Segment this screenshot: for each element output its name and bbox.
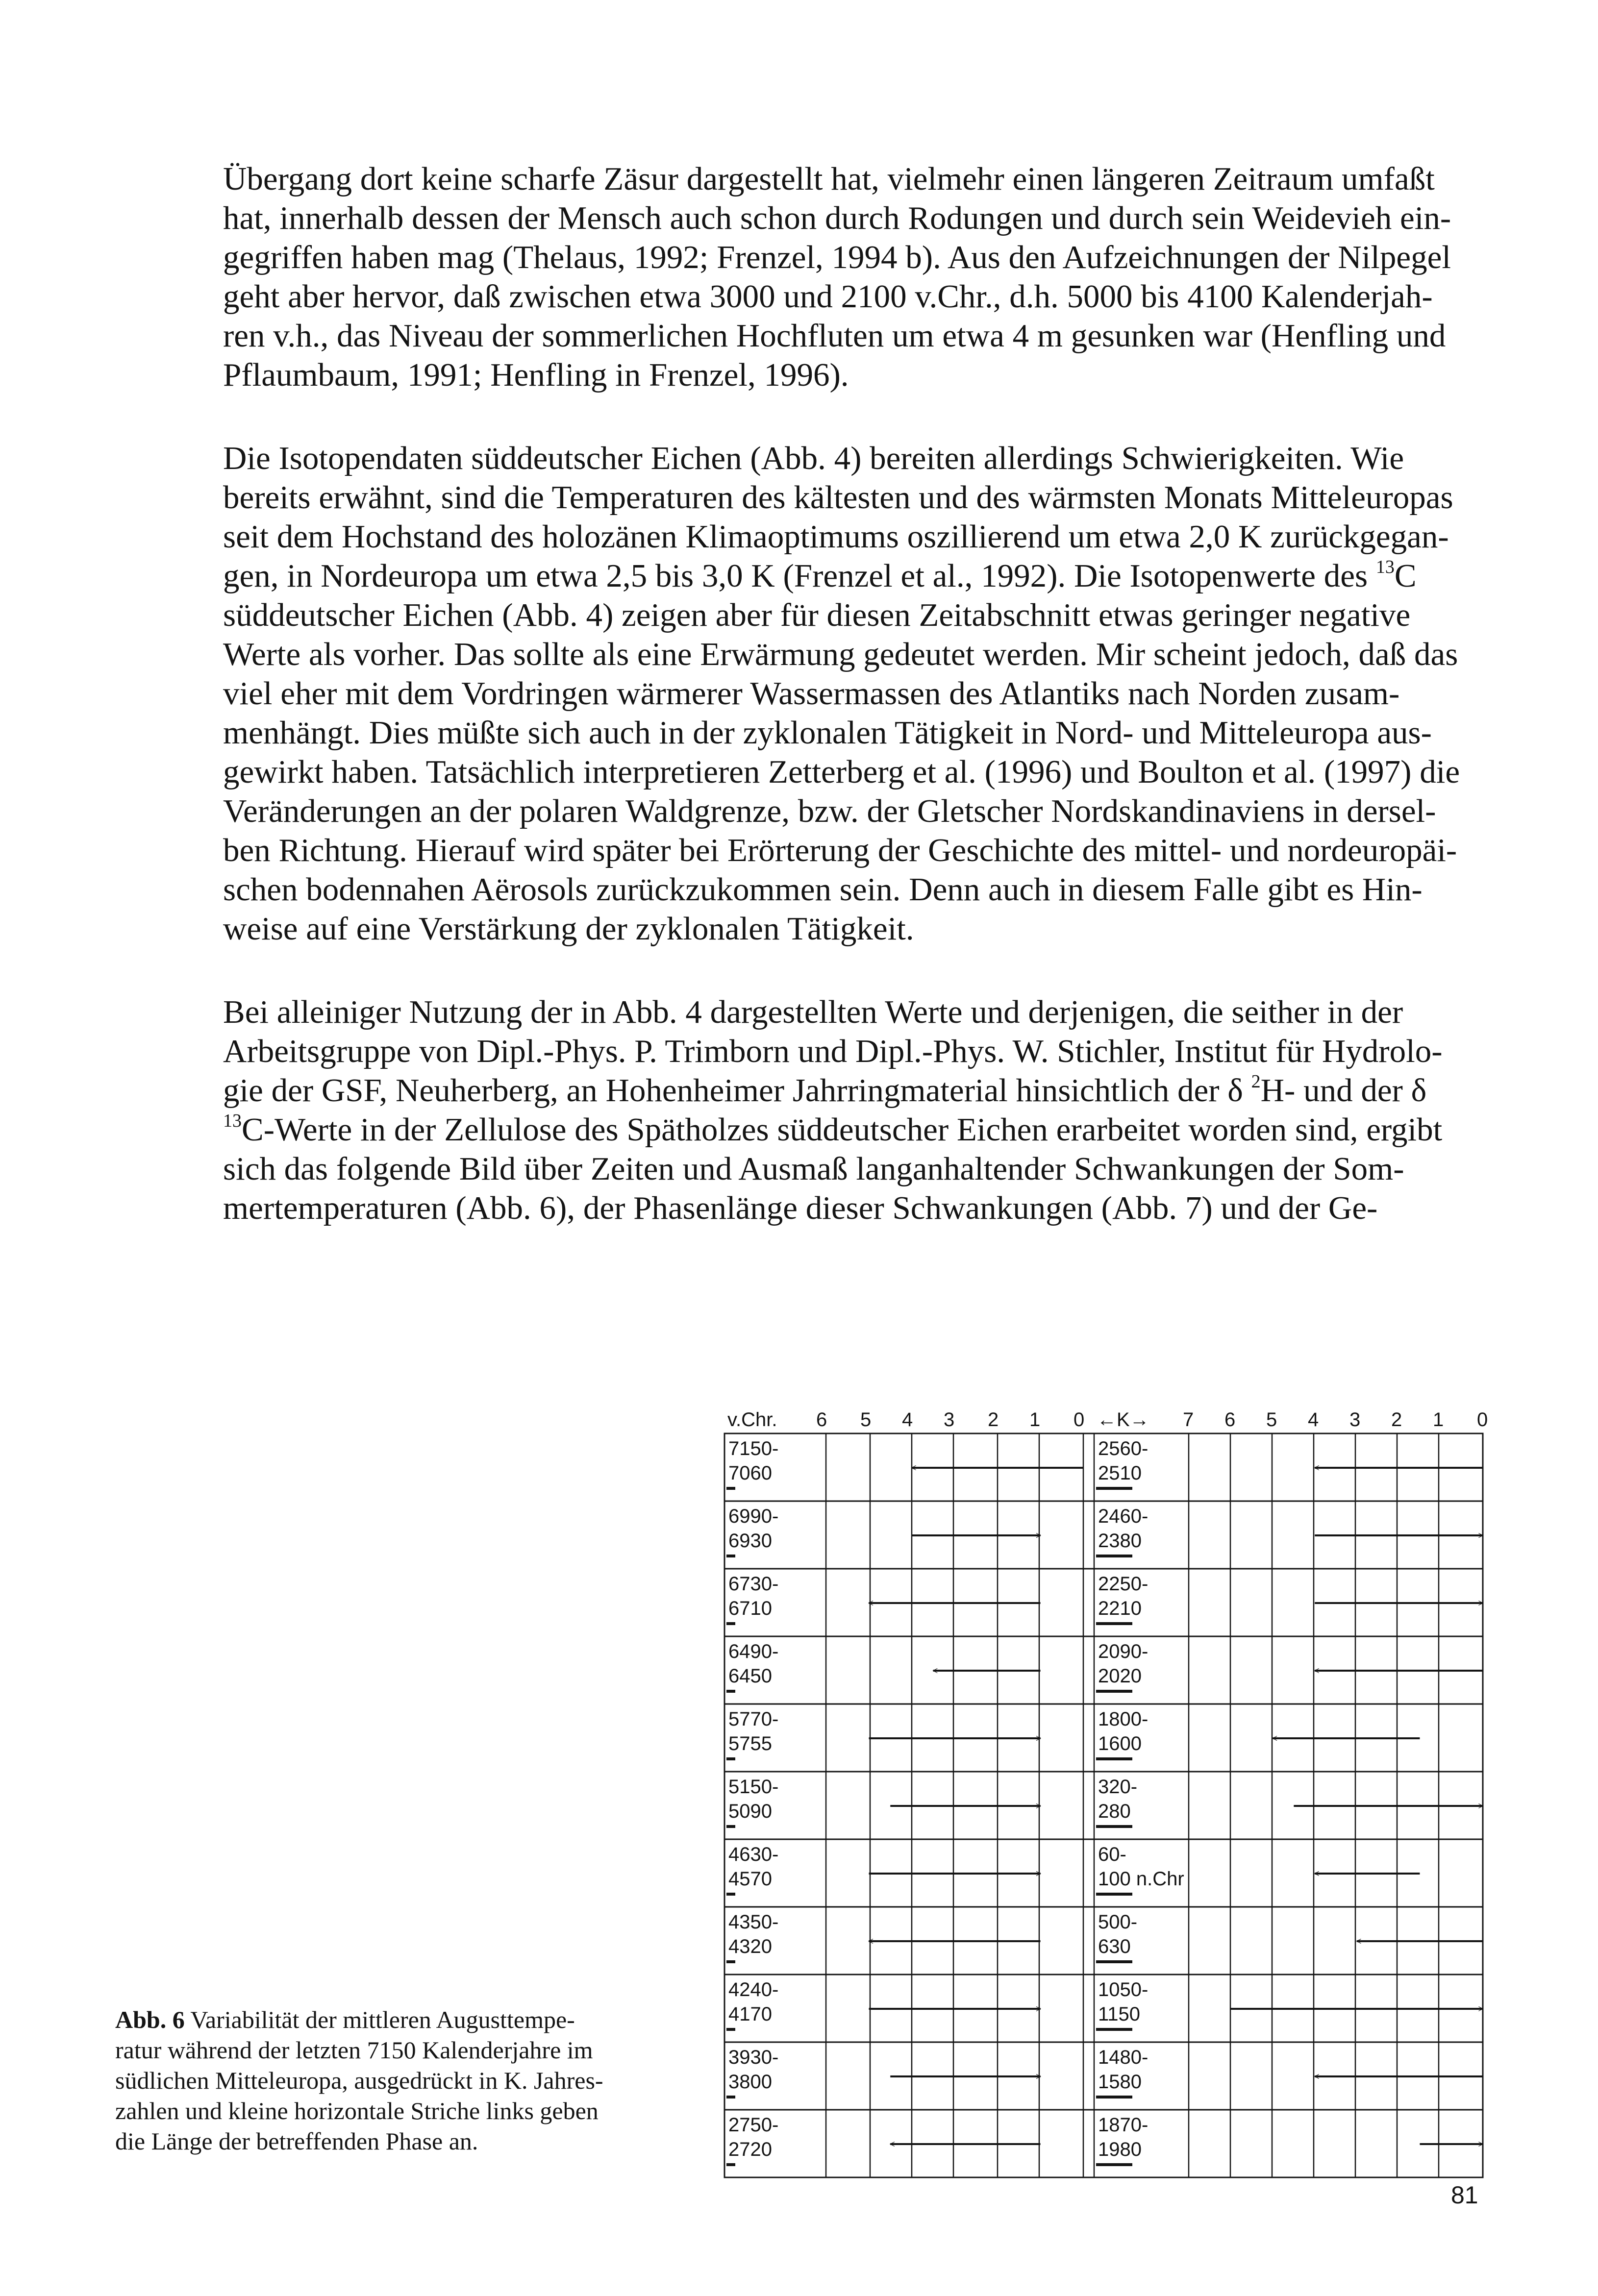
text-line: sich das folgende Bild über Zeiten und Ausmaß langanhaltender Schwankungen der Som- <box>223 1151 1404 1187</box>
year-label: 60- <box>1098 1844 1126 1865</box>
year-label: 2560- <box>1098 1438 1149 1459</box>
caption-label: Abb. 6 <box>115 2006 185 2033</box>
year-label: 1870- <box>1098 2114 1149 2136</box>
figure-row <box>726 1911 1483 1962</box>
text-line: ben Richtung. Hierauf wird später bei Erörterung der Geschichte des mittel- und nordeuropäi- <box>223 832 1457 868</box>
year-label: 100 n.Chr <box>1098 1868 1184 1890</box>
year-label: 7150- <box>728 1438 779 1459</box>
scale-tick-label: 3 <box>944 1409 955 1431</box>
text-line: Veränderungen an der polaren Waldgrenze, bzw. der Gletscher Nordskandinaviens in dersel- <box>223 793 1436 829</box>
text-line: $^{13}$C-Werte in der Zellulose des Spätholzes süddeutscher Eichen erarbeitet worden sind, ergibt <box>223 1111 1443 1148</box>
year-label: 1600 <box>1098 1733 1142 1754</box>
year-label: 3930- <box>728 2047 779 2068</box>
figure-row <box>726 2114 1483 2165</box>
figure-row <box>726 1506 1483 1556</box>
year-label: 4570 <box>728 1868 772 1890</box>
figure-row <box>726 1844 1420 1894</box>
text-line: gewirkt haben. Tatsächlich interpretieren Zetterberg et al. (1996) und Boulton et al. (1997) die <box>223 754 1460 790</box>
year-label: 4240- <box>728 1979 779 2000</box>
text-line: geht aber hervor, daß zwischen etwa 3000 und 2100 v.Chr., d.h. 5000 bis 4100 Kalenderjah- <box>223 278 1433 315</box>
text-line: Pflaumbaum, 1991; Henfling in Frenzel, 1996). <box>223 357 849 393</box>
figure-row <box>726 1573 1483 1624</box>
text-line: viel eher mit dem Vordringen wärmerer Wassermassen des Atlantiks nach Norden zusam- <box>223 675 1400 712</box>
year-label: 2380 <box>1098 1530 1142 1552</box>
caption-line: ratur während der letzten 7150 Kalenderjahre im <box>115 2036 593 2064</box>
text-line: Bei alleiniger Nutzung der in Abb. 4 dargestellten Werte und derjenigen, die seither in der <box>223 994 1403 1030</box>
figure-row <box>726 1708 1420 1759</box>
year-label: 4630- <box>728 1844 779 1865</box>
text-line: gegriffen haben mag (Thelaus, 1992; Frenzel, 1994 b). Aus den Aufzeichnungen der Nilpegel <box>223 239 1451 275</box>
scale-tick-label: 1 <box>1029 1409 1041 1431</box>
left-axis-header: v.Chr. <box>727 1409 777 1431</box>
year-label: 2720 <box>728 2139 772 2160</box>
k-axis-header: ←K→ <box>1097 1409 1149 1431</box>
scale-tick-label: 2 <box>988 1409 999 1431</box>
text-line: ren v.h., das Niveau der sommerlichen Hochfluten um etwa 4 m gesunken war (Henfling und <box>223 318 1446 354</box>
year-label: 6710 <box>728 1598 772 1619</box>
year-label: 6730- <box>728 1573 779 1595</box>
year-label: 4350- <box>728 1911 779 1933</box>
year-label: 2250- <box>1098 1573 1149 1595</box>
year-label: 2020 <box>1098 1665 1142 1687</box>
year-label: 4320 <box>728 1936 772 1957</box>
year-label: 1050- <box>1098 1979 1149 2000</box>
text-line: Arbeitsgruppe von Dipl.-Phys. P. Trimborn und Dipl.-Phys. W. Stichler, Institut für Hydrolo- <box>223 1033 1443 1069</box>
year-label: 6450 <box>728 1665 772 1687</box>
text-line: seit dem Hochstand des holozänen Klimaoptimums oszillierend um etwa 2,0 K zurückgegan- <box>223 518 1449 555</box>
scale-tick-label: 4 <box>902 1409 913 1431</box>
year-label: 1980 <box>1098 2139 1142 2160</box>
year-label: 280 <box>1098 1801 1131 1822</box>
year-label: 2460- <box>1098 1506 1149 1527</box>
figure-row <box>726 1641 1483 1691</box>
caption-line: Variabilität der mittleren Augusttempe- <box>184 2006 575 2033</box>
scale-tick-label: 6 <box>816 1409 827 1431</box>
figure-row <box>726 1438 1483 1488</box>
text-line: bereits erwähnt, sind die Temperaturen des kältesten und des wärmsten Monats Mitteleuropas <box>223 479 1453 516</box>
year-label: 5150- <box>728 1776 779 1798</box>
year-label: 320- <box>1098 1776 1138 1798</box>
year-label: 1480- <box>1098 2047 1149 2068</box>
text-line: schen bodennahen Aërosols zurückzukommen sein. Denn auch in diesem Falle gibt es Hin- <box>223 871 1423 908</box>
year-label: 5770- <box>728 1708 779 1730</box>
text-line: süddeutscher Eichen (Abb. 4) zeigen aber für diesen Zeitabschnitt etwas geringer negative <box>223 597 1411 633</box>
year-label: 6990- <box>728 1506 779 1527</box>
caption-line: südlichen Mitteleuropa, ausgedrückt in K. Jahres- <box>115 2067 603 2094</box>
text-line: menhängt. Dies müßte sich auch in der zyklonalen Tätigkeit in Nord- und Mitteleuropa aus- <box>223 715 1432 751</box>
year-label: 500- <box>1098 1911 1138 1933</box>
year-label: 2090- <box>1098 1641 1149 1662</box>
scale-tick-label: 7 <box>1183 1409 1194 1431</box>
scale-tick-label: 2 <box>1391 1409 1402 1431</box>
year-label: 1580 <box>1098 2071 1142 2093</box>
scale-tick-label: 6 <box>1224 1409 1236 1431</box>
text-line: weise auf eine Verstärkung der zyklonalen Tätigkeit. <box>223 911 914 947</box>
year-label: 4170 <box>728 2003 772 2025</box>
text-line: mertemperaturen (Abb. 6), der Phasenlänge dieser Schwankungen (Abb. 7) und der Ge- <box>223 1190 1378 1226</box>
text-line: gie der GSF, Neuherberg, an Hohenheimer Jahrringmaterial hinsichtlich der δ $^2$H- und der δ <box>223 1071 1427 1109</box>
scale-tick-label: 0 <box>1074 1409 1085 1431</box>
text-line: Werte als vorher. Das sollte als eine Erwärmung gedeutet werden. Mir scheint jedoch, daß das <box>223 636 1458 672</box>
year-label: 630 <box>1098 1936 1131 1957</box>
figure-row <box>726 2047 1483 2097</box>
year-label: 6930 <box>728 1530 772 1552</box>
scale-tick-label: 3 <box>1349 1409 1361 1431</box>
text-line: hat, innerhalb dessen der Mensch auch schon durch Rodungen und durch sein Weidevieh ein- <box>223 200 1451 236</box>
year-label: 3800 <box>728 2071 772 2093</box>
text-line: Übergang dort keine scharfe Zäsur dargestellt hat, vielmehr einen längeren Zeitraum umfaßt <box>223 161 1435 197</box>
figure-row <box>726 1776 1483 1827</box>
year-label: 7060 <box>728 1462 772 1484</box>
year-label: 1800- <box>1098 1708 1149 1730</box>
year-label: 5090 <box>728 1801 772 1822</box>
year-label: 2750- <box>728 2114 779 2136</box>
year-label: 2210 <box>1098 1598 1142 1619</box>
year-label: 2510 <box>1098 1462 1142 1484</box>
text-line: gen, in Nordeuropa um etwa 2,5 bis 3,0 K (Frenzel et al., 1992). Die Isotopenwerte des $^{13}$C <box>223 557 1417 594</box>
page-number: 81 <box>1451 2181 1478 2209</box>
scale-tick-label: 0 <box>1477 1409 1488 1431</box>
caption-line: zahlen und kleine horizontale Striche links geben <box>115 2097 599 2124</box>
figure-row <box>726 1979 1483 2029</box>
year-label: 1150 <box>1098 2003 1141 2025</box>
scale-tick-label: 5 <box>1266 1409 1277 1431</box>
scale-tick-label: 1 <box>1433 1409 1444 1431</box>
scale-tick-label: 4 <box>1308 1409 1319 1431</box>
caption-line: die Länge der betreffenden Phase an. <box>115 2127 478 2155</box>
scale-tick-label: 5 <box>860 1409 872 1431</box>
text-line: Die Isotopendaten süddeutscher Eichen (Abb. 4) bereiten allerdings Schwierigkeiten. Wie <box>223 440 1404 476</box>
year-label: 5755 <box>728 1733 772 1754</box>
year-label: 6490- <box>728 1641 779 1662</box>
figure-caption <box>115 2004 689 2156</box>
